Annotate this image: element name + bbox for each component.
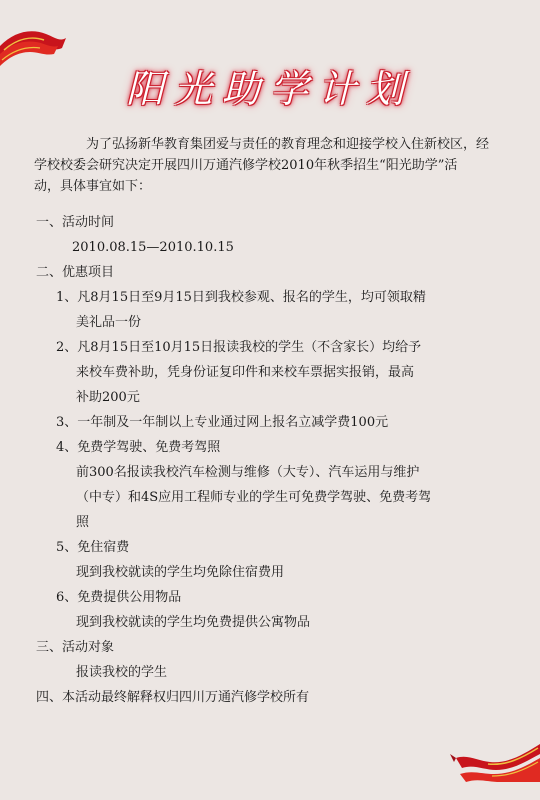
benefit-item-line: （中专）和4S应用工程师专业的学生可免费学驾驶、免费考驾 xyxy=(76,490,432,505)
section-heading: 三、活动对象 xyxy=(36,640,115,655)
section-heading: 四、本活动最终解释权归四川万通汽修学校所有 xyxy=(36,690,310,705)
benefit-item-line: 现到我校就读的学生均免除住宿费用 xyxy=(76,565,285,580)
benefit-item: 6、免费提供公用物品 xyxy=(56,590,182,605)
intro-line: 学校校委会研究决定开展四川万通汽修学校2010年秋季招生“阳光助学”活 xyxy=(34,158,458,173)
intro-line: 动，具体事宜如下： xyxy=(34,179,152,194)
benefit-item-line: 美礼品一份 xyxy=(76,315,142,330)
intro-line: 为了弘扬新华教育集团爱与责任的教育理念和迎接学校入住新校区，经 xyxy=(86,137,490,152)
benefit-item-line: 前300名报读我校汽车检测与维修（大专）、汽车运用与维护 xyxy=(76,465,420,480)
benefit-item: 4、免费学驾驶、免费考驾照 xyxy=(56,440,221,455)
page-title: 阳光助学计划 xyxy=(125,67,414,111)
intro-paragraph xyxy=(34,134,500,197)
section-heading: 二、优惠项目 xyxy=(36,265,115,280)
benefit-item: 2、凡8月15日至10月15日报读我校的学生（不含家长）均给予 xyxy=(56,340,422,355)
target-audience: 报读我校的学生 xyxy=(76,665,168,680)
benefit-item: 5、免住宿费 xyxy=(56,540,130,555)
activity-date: 2010.08.15—2010.10.15 xyxy=(72,240,234,255)
ribbon-decoration-bottom-right xyxy=(450,724,540,782)
benefit-item-line: 照 xyxy=(76,515,90,530)
benefit-item: 1、凡8月15日至9月15日到我校参观、报名的学生，均可领取精 xyxy=(56,290,426,305)
benefit-item: 3、一年制及一年制以上专业通过网上报名立减学费100元 xyxy=(56,415,389,430)
benefit-item-line: 现到我校就读的学生均免费提供公寓物品 xyxy=(76,615,311,630)
benefit-item-line: 补助200元 xyxy=(76,390,140,405)
benefit-item-line: 来校车费补助，凭身份证复印件和来校车票据实报销，最高 xyxy=(76,365,415,380)
section-heading: 一、活动时间 xyxy=(36,215,115,230)
